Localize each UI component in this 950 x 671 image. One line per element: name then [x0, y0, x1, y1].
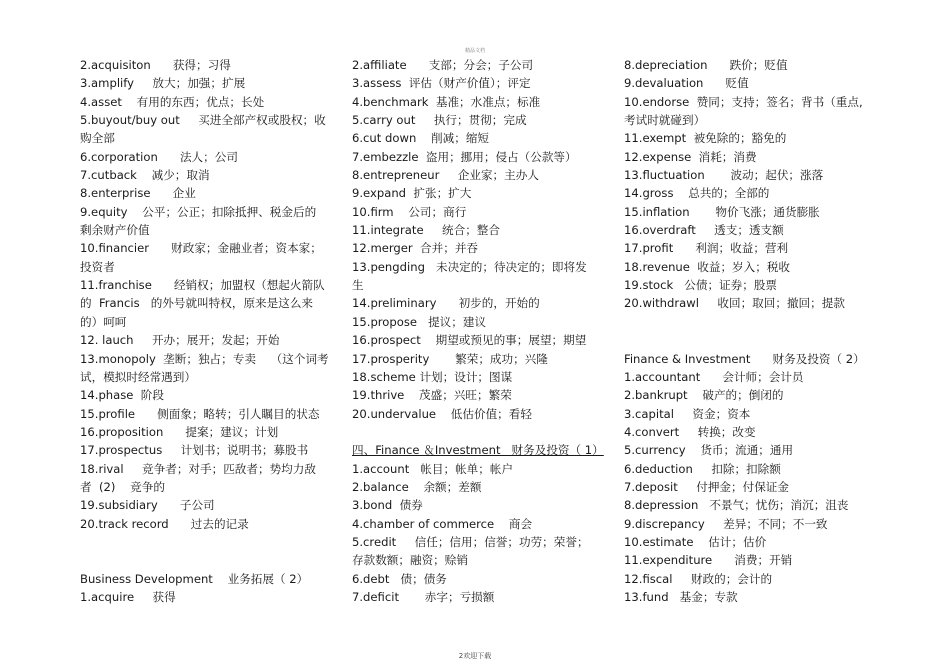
- vocab-line: 14.preliminary 初步的，开始的: [352, 296, 540, 311]
- vocab-line: 11.exempt 被免除的；豁免的: [624, 131, 787, 146]
- vocab-line: 8.enterprise 企业: [80, 186, 196, 201]
- vocab-line: 10.firm 公司；商行: [352, 204, 467, 219]
- vocab-line: 3.assess 评估（财产价值）；评定: [352, 76, 531, 91]
- vocab-line: 15.propose 提议；建议: [352, 314, 487, 329]
- vocab-line: 4.asset 有用的东西；优点；长处: [80, 94, 265, 109]
- vocab-line: 者 (2) 竞争的: [80, 479, 165, 494]
- vocab-line: 6.debt 债；债务: [352, 571, 447, 586]
- vocab-line: 四、Finance ＆Investment 财务及投资（ 1）: [352, 443, 604, 458]
- vocab-line: 3.amplify 放大；加强；扩展: [80, 76, 246, 91]
- vocab-line: 11.integrate 统合；整合: [352, 223, 500, 238]
- vocab-line: 3.capital 资金；资本: [624, 406, 751, 421]
- vocab-line: 7.embezzle 盗用；挪用；侵占（公款等）: [352, 149, 577, 164]
- vocab-line: 剩余财产价值: [80, 223, 150, 238]
- vocab-line: 9.discrepancy 差异；不同；不一致: [624, 516, 828, 531]
- vocab-line: 5.buyout/buy out 买进全部产权或股权；收: [80, 113, 326, 128]
- vocab-line: 17.profit 利润；收益；营利: [624, 241, 789, 256]
- vocab-line: 4.benchmark 基准；水准点；标准: [352, 94, 541, 109]
- vocab-line: [80, 533, 342, 551]
- vocab-line: 5.carry out 执行；贯彻；完成: [352, 113, 527, 128]
- vocab-line: 考试时就碰到）: [624, 113, 706, 128]
- vocab-line: 17.prospectus 计划书；说明书；募股书: [80, 443, 309, 458]
- vocab-line: 7.deficit 赤字；亏损额: [352, 589, 495, 604]
- vocab-line: 15.profile 侧面象；略转；引人瞩目的状态: [80, 406, 320, 421]
- vocab-line: 12.expense 消耗；消费: [624, 149, 757, 164]
- vocab-line: 19.subsidiary 子公司: [80, 498, 215, 513]
- vocab-line: 9.expand 扩张；扩大: [352, 186, 472, 201]
- vocab-line: 6.cut down 削减；缩短: [352, 131, 490, 146]
- vocab-line: 8.depression 不景气；忧伤；消沉；沮丧: [624, 498, 849, 513]
- vocab-line: 10.financier 财政家；金融业者；资本家；: [80, 241, 322, 256]
- vocab-line: [624, 331, 888, 349]
- vocab-line: 7.cutback 减少；取消: [80, 168, 210, 183]
- vocab-line: 13.monopoly 垄断；独占；专卖 （这个词考: [80, 351, 329, 366]
- vocab-line: 15.inflation 物价飞涨；通货膨胀: [624, 204, 820, 219]
- vocab-line: 10.endorse 赞同；支持；签名；背书（重点,: [624, 94, 863, 109]
- page-footer-note: 2欢迎下载: [458, 652, 492, 660]
- vocab-line: 的）呵呵: [80, 314, 127, 329]
- vocab-line: 2.bankrupt 破产的；倒闭的: [624, 388, 784, 403]
- vocab-line: 16.proposition 提案；建议；计划: [80, 424, 279, 439]
- vocab-line: 7.deposit 付押金；付保证金: [624, 479, 789, 494]
- vocab-line: 1.acquire 获得: [80, 589, 176, 604]
- vocab-line: 14.gross 总共的；全部的: [624, 186, 770, 201]
- vocab-line: 18.rival 竞争者；对手；匹敌者；势均力敌: [80, 461, 316, 476]
- vocab-line: 2.acquisiton 获得；习得: [80, 58, 231, 72]
- vocab-line: 8.depreciation 跌价；贬值: [624, 58, 788, 72]
- vocab-line: 11.expenditure 消费；开销: [624, 553, 793, 568]
- vocab-line: 10.estimate 估计；估价: [624, 534, 767, 549]
- vocab-line: 13.pengding 未决定的；待决定的；即将发: [352, 259, 587, 274]
- vocab-line: 12.merger 合并；并吞: [352, 241, 479, 256]
- vocab-line: 6.corporation 法人；公司: [80, 149, 238, 164]
- vocab-line: 4.chamber of commerce 商会: [352, 516, 533, 531]
- vocab-line: 2.balance 余额；差额: [352, 479, 482, 494]
- vocab-line: 试，模拟时经常遇到）: [80, 369, 196, 384]
- vocab-line: Business Development 业务拓展（ 2）: [80, 571, 309, 586]
- vocab-line: [80, 551, 342, 569]
- vocab-line: 6.deduction 扣除；扣除额: [624, 461, 781, 476]
- vocab-line: 20.withdrawl 收回；取回；撤回；提款: [624, 296, 845, 311]
- vocab-line: 12.fiscal 财政的；会计的: [624, 571, 773, 586]
- vocab-line: 1.accountant 会计师；会计员: [624, 369, 804, 384]
- column-2: [352, 56, 614, 606]
- vocab-line: 4.convert 转换；改变: [624, 424, 756, 439]
- vocab-line: 9.equity 公平；公正；扣除抵押、税金后的: [80, 204, 317, 219]
- vocab-line: 16.overdraft 透支；透支额: [624, 223, 784, 238]
- vocab-line: 9.devaluation 贬值: [624, 76, 749, 91]
- vocab-line: 13.fund 基金；专款: [624, 589, 738, 604]
- vocab-line: 20.undervalue 低估价值；看轻: [352, 406, 532, 421]
- column-1: [80, 56, 342, 606]
- column-3: [624, 56, 888, 606]
- vocab-line: 投资者: [80, 259, 115, 274]
- vocab-line: 8.entrepreneur 企业家；主办人: [352, 168, 539, 183]
- vocab-line: Finance & Investment 财务及投资（ 2）: [624, 351, 865, 366]
- vocab-line: 12. lauch 开办；展开；发起；开始: [80, 333, 280, 348]
- vocab-line: 19.stock 公债；证券；股票: [624, 278, 778, 293]
- vocab-line: 19.thrive 茂盛；兴旺；繁荣: [352, 388, 512, 403]
- vocab-line: 2.affiliate 支部；分会；子公司: [352, 58, 534, 72]
- vocab-line: 3.bond 债券: [352, 498, 423, 513]
- vocab-line: 17.prosperity 繁荣；成功；兴隆: [352, 351, 548, 366]
- vocab-line: 20.track record 过去的记录: [80, 516, 249, 531]
- vocab-line: 存款数额；融资；赊销: [352, 553, 468, 568]
- vocab-line: 5.currency 货币；流通；通用: [624, 443, 794, 458]
- vocab-line: 13.fluctuation 波动；起伏；涨落: [624, 168, 824, 183]
- vocab-line: 14.phase 阶段: [80, 388, 164, 403]
- vocab-line: 11.franchise 经销权；加盟权（想起火箭队: [80, 278, 325, 293]
- vocab-line: 1.account 帐目；帐单；帐户: [352, 461, 514, 476]
- vocab-line: 的 Francis 的外号就叫特权，原来是这么来: [80, 296, 314, 311]
- page-header-note: 精品文档: [464, 48, 485, 54]
- vocab-line: 购全部: [80, 131, 115, 146]
- vocab-line: 18.scheme 计划；设计；图谋: [352, 369, 513, 384]
- vocab-line: 16.prospect 期望或预见的事；展望；期望: [352, 333, 587, 348]
- vocab-line: 生: [352, 278, 364, 293]
- vocab-line: [352, 423, 614, 441]
- vocab-line: 5.credit 信任；信用；信誉；功劳；荣誉；: [352, 534, 589, 549]
- vocab-line: [624, 313, 888, 331]
- vocab-line: 18.revenue 收益；岁入；税收: [624, 259, 791, 274]
